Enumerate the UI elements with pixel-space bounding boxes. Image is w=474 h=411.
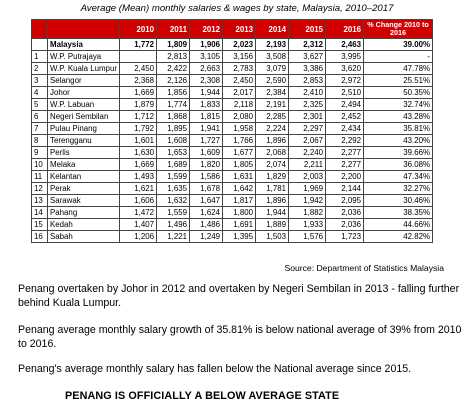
salary-cell: 1,941 [190,123,223,135]
salary-cell: 3,156 [223,51,256,63]
salary-cell: 2,017 [223,87,256,99]
salary-cell: 1,815 [190,111,223,123]
salary-table [31,19,433,243]
salary-cell: 1,829 [256,171,289,183]
row-number: 15 [32,219,48,231]
salary-cell: 2,080 [223,111,256,123]
salary-cell: 2,325 [289,99,326,111]
salary-cell: 2,224 [256,123,289,135]
state-name: W.P. Putrajaya [48,51,120,63]
salary-cell: 1,606 [120,195,157,207]
salary-cell: 2,118 [223,99,256,111]
salary-cell: 1,889 [256,219,289,231]
state-name: Perlis [48,147,120,159]
salary-cell: 2,036 [326,207,364,219]
source-note: Source: Department of Statistics Malaysia [284,263,444,273]
salary-cell: 1,856 [157,87,190,99]
paragraph-growth: Penang average monthly salary growth of 35.81% is below national average of 39% from 2010 to 2016. [18,324,462,350]
header-change: % Change 2010 to 2016 [364,20,433,39]
table-row [32,111,433,123]
paragraph-johor-negeri: Penang overtaken by Johor in 2012 and overtaken by Negeri Sembilan in 2013 - falling further behind Kuala Lumpur. [18,283,460,309]
row-number: 9 [32,147,48,159]
salary-cell: 1,576 [289,231,326,243]
paragraph-national-average: Penang's average monthly salary has fallen below the National average since 2015. [18,363,412,375]
table-row [32,87,433,99]
salary-cell: 1,944 [256,207,289,219]
state-name: W.P. Labuan [48,99,120,111]
salary-cell: 1,678 [190,183,223,195]
salary-cell: 2,240 [289,147,326,159]
salary-cell: 1,669 [120,87,157,99]
salary-cell: 1,800 [223,207,256,219]
salary-cell: 2,972 [326,75,364,87]
salary-cell: 1,944 [190,87,223,99]
row-number: 14 [32,207,48,219]
salary-cell: 1,895 [157,123,190,135]
header-2012: 2012 [190,20,223,39]
table-row [32,219,433,231]
salary-cell: 1,486 [190,219,223,231]
state-name: Malaysia [48,39,120,51]
salary-cell: 1,879 [120,99,157,111]
chart-title: Average (Mean) monthly salaries & wages by state, Malaysia, 2010–2017 [80,3,394,14]
header-no [32,20,48,39]
header-2016: 2016 [326,20,364,39]
row-number: 12 [32,183,48,195]
row-number: 6 [32,111,48,123]
table-row [32,207,433,219]
salary-cell: 2,191 [256,99,289,111]
salary-cell: 2,452 [326,111,364,123]
salary-cell: 2,450 [120,63,157,75]
change-cell: 44.66% [364,219,433,231]
salary-cell [120,51,157,63]
salary-cell: 1,632 [157,195,190,207]
change-cell: 39.66% [364,147,433,159]
salary-cell: 2,853 [289,75,326,87]
salary-cell: 1,958 [223,123,256,135]
salary-cell: 3,079 [256,63,289,75]
header-2015: 2015 [289,20,326,39]
salary-cell: 1,882 [289,207,326,219]
table-row [32,231,433,243]
table-row [32,183,433,195]
salary-cell: 2,663 [190,63,223,75]
salary-cell: 2,510 [326,87,364,99]
row-number: 13 [32,195,48,207]
table-row [32,123,433,135]
salary-cell: 2,590 [256,75,289,87]
change-cell: 39.00% [364,39,433,51]
salary-cell: 1,933 [289,219,326,231]
salary-cell: 3,386 [289,63,326,75]
salary-cell: 2,068 [256,147,289,159]
salary-cell: 2,494 [326,99,364,111]
table-row [32,63,433,75]
salary-cell: 1,896 [256,195,289,207]
salary-cell: 2,144 [326,183,364,195]
salary-cell: 2,277 [326,147,364,159]
salary-cell: 1,942 [289,195,326,207]
salary-cell: 1,781 [256,183,289,195]
salary-cell: 1,635 [157,183,190,195]
salary-cell: 2,285 [256,111,289,123]
state-name: Kedah [48,219,120,231]
salary-cell: 1,868 [157,111,190,123]
row-number: 7 [32,123,48,135]
state-name: Perak [48,183,120,195]
change-cell: - [364,51,433,63]
row-number [32,39,48,51]
salary-cell: 2,422 [157,63,190,75]
salary-cell: 1,817 [223,195,256,207]
state-name: Pahang [48,207,120,219]
table-row [32,51,433,63]
table-row [32,159,433,171]
salary-cell: 1,820 [190,159,223,171]
table-row [32,171,433,183]
salary-cell: 2,783 [223,63,256,75]
salary-cell: 2,434 [326,123,364,135]
salary-cell: 2,312 [289,39,326,51]
salary-cell: 1,608 [157,135,190,147]
header-2013: 2013 [223,20,256,39]
state-name: Negeri Sembilan [48,111,120,123]
salary-cell: 2,126 [157,75,190,87]
state-name: Terengganu [48,135,120,147]
table-row [32,195,433,207]
change-cell: 38.35% [364,207,433,219]
salary-cell: 1,833 [190,99,223,111]
state-name: Kelantan [48,171,120,183]
salary-cell: 2,003 [289,171,326,183]
salary-cell: 1,601 [120,135,157,147]
salary-cell: 1,712 [120,111,157,123]
salary-cell: 1,493 [120,171,157,183]
salary-cell: 1,691 [223,219,256,231]
salary-cell: 1,221 [157,231,190,243]
salary-cell: 2,308 [190,75,223,87]
salary-cell: 2,384 [256,87,289,99]
salary-cell: 2,023 [223,39,256,51]
header-state [48,20,120,39]
state-name: Melaka [48,159,120,171]
change-cell: 42.82% [364,231,433,243]
salary-cell: 1,677 [223,147,256,159]
salary-cell: 2,450 [223,75,256,87]
salary-cell: 1,774 [157,99,190,111]
salary-cell: 3,105 [190,51,223,63]
table-row [32,147,433,159]
salary-cell: 2,074 [256,159,289,171]
salary-cell: 2,036 [326,219,364,231]
salary-cell: 2,200 [326,171,364,183]
salary-cell: 1,609 [190,147,223,159]
salary-cell: 1,669 [120,159,157,171]
change-cell: 43.20% [364,135,433,147]
state-name: W.P. Kuala Lumpur [48,63,120,75]
change-cell: 36.08% [364,159,433,171]
state-name: Selangor [48,75,120,87]
salary-cell: 1,472 [120,207,157,219]
change-cell: 32.74% [364,99,433,111]
salary-cell: 1,586 [190,171,223,183]
header-2010: 2010 [120,20,157,39]
salary-cell: 1,805 [223,159,256,171]
change-cell: 30.46% [364,195,433,207]
salary-cell: 1,906 [190,39,223,51]
salary-cell: 1,723 [326,231,364,243]
salary-cell: 2,277 [326,159,364,171]
table-row [32,99,433,111]
row-number: 10 [32,159,48,171]
table-row [32,135,433,147]
salary-cell: 1,896 [256,135,289,147]
table-row [32,75,433,87]
change-cell: 43.28% [364,111,433,123]
salary-cell: 2,301 [289,111,326,123]
state-name: Sarawak [48,195,120,207]
salary-cell: 1,766 [223,135,256,147]
change-cell: 32.27% [364,183,433,195]
row-number: 16 [32,231,48,243]
salary-cell: 1,631 [223,171,256,183]
row-number: 8 [32,135,48,147]
salary-cell: 1,496 [157,219,190,231]
row-number: 4 [32,87,48,99]
salary-cell: 2,410 [289,87,326,99]
salary-cell: 3,620 [326,63,364,75]
salary-cell: 1,630 [120,147,157,159]
salary-cell: 1,792 [120,123,157,135]
salary-cell: 2,368 [120,75,157,87]
salary-cell: 2,095 [326,195,364,207]
salary-cell: 1,395 [223,231,256,243]
salary-cell: 1,407 [120,219,157,231]
salary-cell: 2,297 [289,123,326,135]
row-number: 11 [32,171,48,183]
change-cell: 50.35% [364,87,433,99]
salary-cell: 1,969 [289,183,326,195]
state-name: Pulau Pinang [48,123,120,135]
salary-cell: 3,508 [256,51,289,63]
salary-cell: 3,627 [289,51,326,63]
salary-cell: 2,193 [256,39,289,51]
row-number: 5 [32,99,48,111]
salary-cell: 1,624 [190,207,223,219]
salary-cell: 1,559 [157,207,190,219]
salary-cell: 1,653 [157,147,190,159]
salary-cell: 2,292 [326,135,364,147]
salary-cell: 3,995 [326,51,364,63]
salary-cell: 1,503 [256,231,289,243]
conclusion-heading: PENANG IS OFFICIALLY A BELOW AVERAGE STATE [65,390,340,402]
change-cell: 35.81% [364,123,433,135]
salary-cell: 1,621 [120,183,157,195]
salary-cell: 1,689 [157,159,190,171]
salary-cell: 1,809 [157,39,190,51]
salary-cell: 1,727 [190,135,223,147]
header-2011: 2011 [157,20,190,39]
salary-cell: 2,813 [157,51,190,63]
row-number: 3 [32,75,48,87]
salary-cell: 1,206 [120,231,157,243]
header-2014: 2014 [256,20,289,39]
state-name: Sabah [48,231,120,243]
salary-cell: 2,463 [326,39,364,51]
row-number: 2 [32,63,48,75]
salary-cell: 1,599 [157,171,190,183]
salary-cell: 1,647 [190,195,223,207]
state-name: Johor [48,87,120,99]
change-cell: 47.34% [364,171,433,183]
table-header-row [32,20,433,39]
change-cell: 47.78% [364,63,433,75]
salary-cell: 1,642 [223,183,256,195]
change-cell: 25.51% [364,75,433,87]
table-row [32,39,433,51]
salary-cell: 2,211 [289,159,326,171]
salary-cell: 1,772 [120,39,157,51]
salary-cell: 2,067 [289,135,326,147]
salary-cell: 1,249 [190,231,223,243]
row-number: 1 [32,51,48,63]
